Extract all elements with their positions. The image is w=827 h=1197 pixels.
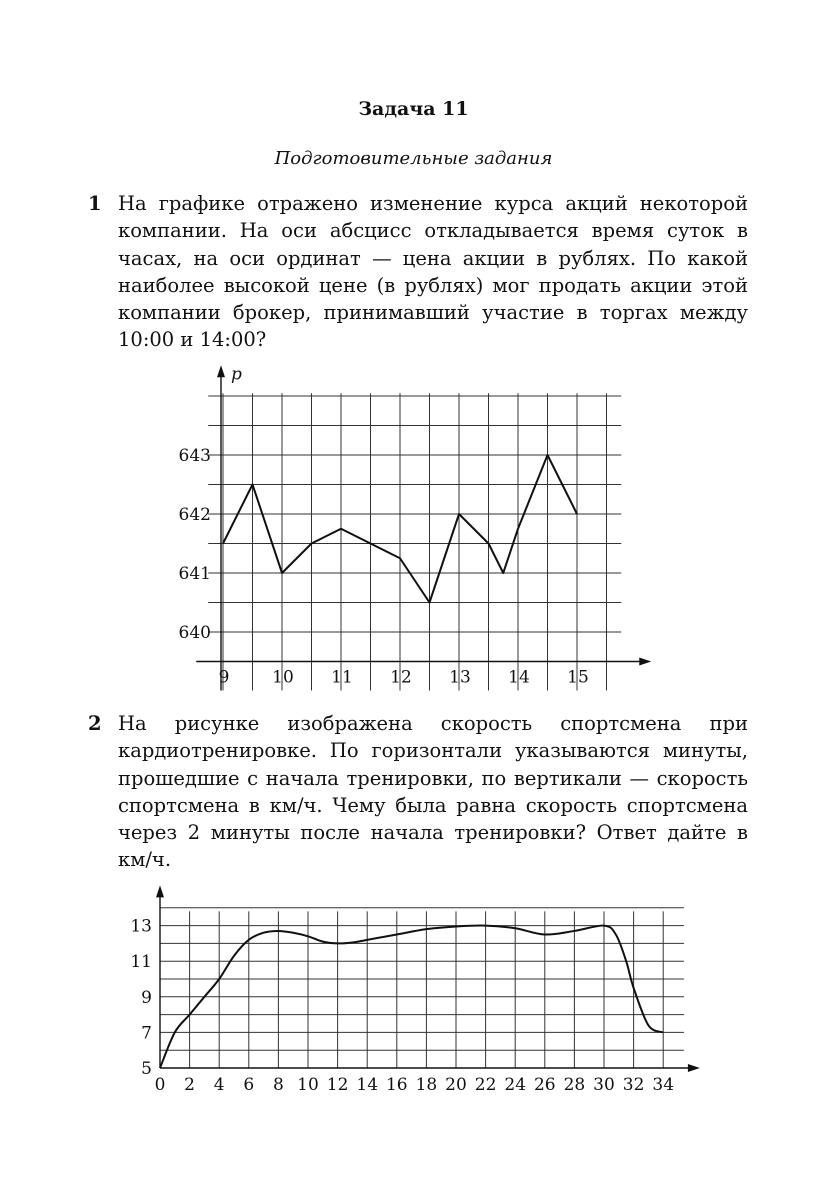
x-tick-label: 11 xyxy=(331,667,353,688)
x-tick-label: 8 xyxy=(272,1075,284,1095)
task-title: Задача 11 xyxy=(358,98,469,120)
x-tick-label: 6 xyxy=(243,1075,255,1095)
y-tick-label: 5 xyxy=(141,1059,152,1079)
x-tick-label: 12 xyxy=(390,667,412,688)
x-tick-label: 32 xyxy=(622,1075,645,1095)
x-tick-label: 14 xyxy=(508,667,530,688)
x-tick-label: 13 xyxy=(449,667,471,688)
x-tick-label: 22 xyxy=(474,1075,497,1095)
x-tick-label: 28 xyxy=(563,1075,586,1095)
x-tick-label: 0 xyxy=(154,1075,166,1095)
y-tick-label: 641 xyxy=(178,564,211,584)
x-tick-label: 26 xyxy=(533,1075,556,1095)
problem-number: 1 xyxy=(88,192,102,215)
problem-text: На графике отражено изменение курса акций некоторой компании. На оси абсцисс откладывается время суток в часах, на оси ординат — цена акции в рублях. По какой наиболее высокой цене (в рублях) мог продать акции этой компании брокер, принимавший участие в торгах между 10:00 и 14:00? xyxy=(118,192,748,352)
y-tick-label: 7 xyxy=(141,1023,152,1044)
x-tick-label: 9 xyxy=(218,667,230,688)
x-tick-label: 10 xyxy=(297,1075,319,1095)
x-tick-label: 10 xyxy=(272,667,294,688)
y-tick-label: 9 xyxy=(141,987,152,1008)
problem-number: 2 xyxy=(88,712,102,735)
x-tick-label: 15 xyxy=(567,667,589,688)
x-tick-label: 18 xyxy=(415,1075,438,1095)
y-axis-label: p xyxy=(231,364,242,385)
y-tick-label: 11 xyxy=(130,952,152,973)
x-tick-label: 34 xyxy=(652,1075,675,1095)
x-tick-label: 14 xyxy=(356,1075,379,1095)
y-tick-label: 13 xyxy=(130,916,152,937)
x-tick-label: 30 xyxy=(593,1075,615,1095)
y-axis-arrow xyxy=(156,885,164,897)
x-tick-label: 16 xyxy=(385,1075,408,1095)
x-tick-label: 4 xyxy=(213,1075,225,1095)
x-tick-label: 2 xyxy=(184,1075,196,1095)
x-axis-arrow xyxy=(688,1064,700,1072)
section-subtitle: Подготовительные задания xyxy=(274,148,553,169)
y-tick-label: 643 xyxy=(178,446,211,466)
y-tick-label: 640 xyxy=(178,623,211,643)
problem-text: На рисунке изображена скорость спортсмена при кардиотренировке. По горизонтали указываются минуты, прошедшие с начала тренировки, по вертикали — скорость спортсмена в км/ч. Чему была равна скорость спортсмена через 2 минуты после начала тренировки? Ответ дайте в км/ч. xyxy=(118,712,748,872)
x-tick-label: 24 xyxy=(504,1075,527,1095)
x-tick-label: 12 xyxy=(326,1075,349,1095)
y-tick-label: 642 xyxy=(178,505,211,525)
x-tick-label: 20 xyxy=(445,1075,467,1095)
